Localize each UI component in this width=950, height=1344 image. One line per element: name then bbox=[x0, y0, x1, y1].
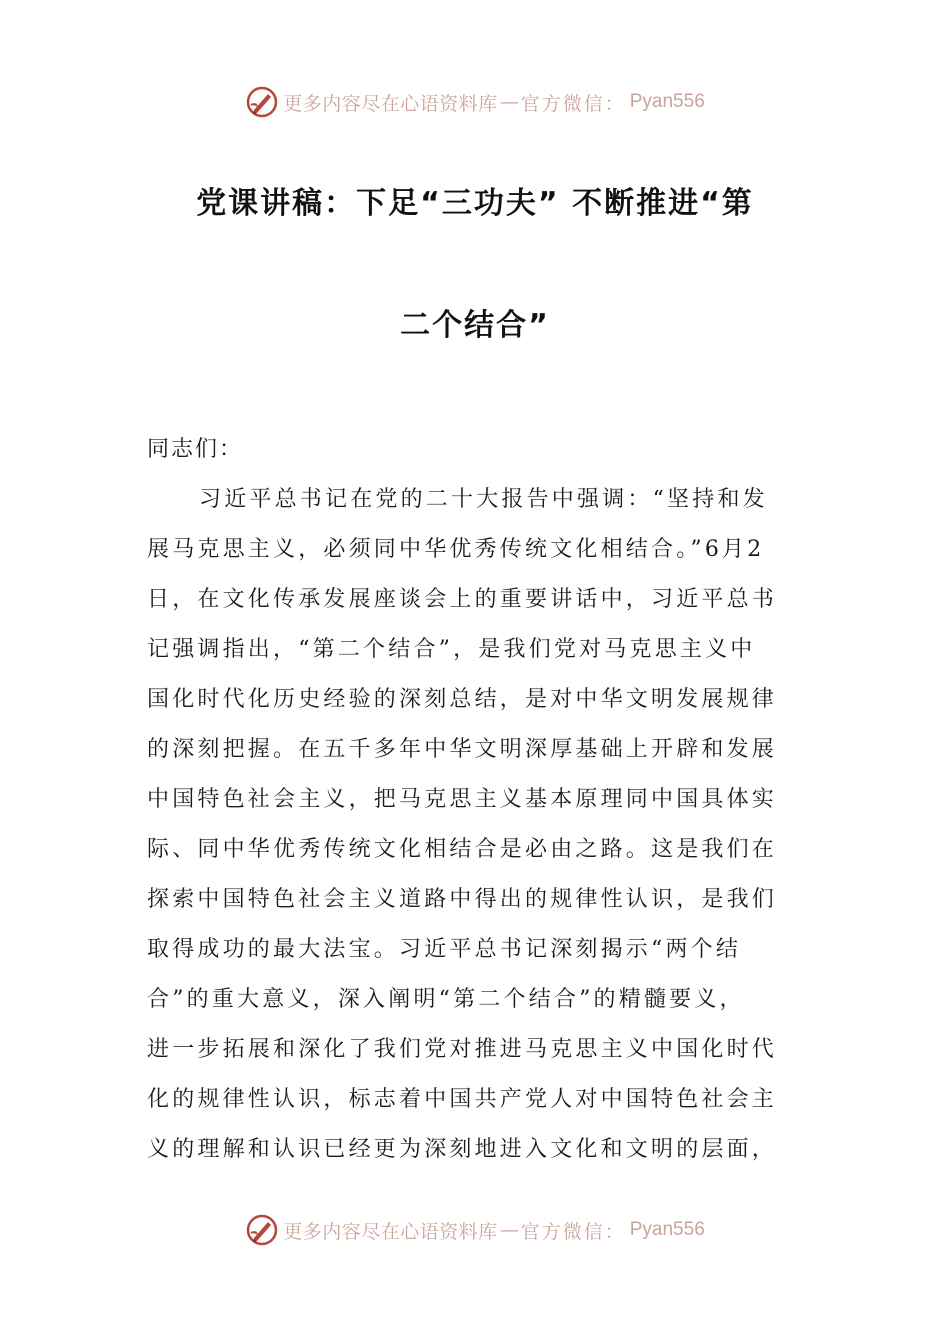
paragraph-line: 合”的重大意义，深入阐明“第二个结合”的精髓要义， bbox=[147, 987, 745, 1012]
paragraph-line: 中国特色社会主义，把马克思主义基本原理同中国具体实 bbox=[147, 787, 778, 812]
paragraph-line: 习近平总书记在党的二十大报告中强调：“坚持和发 bbox=[199, 487, 768, 512]
watermark-text: 更多内容尽在心语资料库 bbox=[283, 92, 498, 115]
body-paragraph bbox=[147, 475, 812, 1175]
paragraph-line: 国化时代化历史经验的深刻总结，是对中华文明发展规律 bbox=[147, 687, 778, 712]
paragraph-line: 记强调指出，“第二个结合”，是我们党对马克思主义中 bbox=[147, 637, 756, 662]
paragraph-line: 展马克思主义，必须同中华优秀传统文化相结合。”6月2 bbox=[147, 537, 765, 562]
footer-watermark bbox=[0, 1210, 950, 1250]
paragraph-line: 的深刻把握。在五千多年中华文明深厚基础上开辟和发展 bbox=[147, 737, 778, 762]
header-watermark bbox=[0, 82, 950, 122]
watermark-dash: — bbox=[499, 1219, 519, 1241]
paragraph-line: 化的规律性认识，标志着中国共产党人对中国特色社会主 bbox=[147, 1087, 778, 1112]
paragraph-line: 义的理解和认识已经更为深刻地进入文化和文明的层面， bbox=[147, 1137, 778, 1162]
watermark-text: 更多内容尽在心语资料库 bbox=[283, 1220, 498, 1243]
paragraph-line: 际、同中华优秀传统文化相结合是必由之路。这是我们在 bbox=[147, 837, 778, 862]
page-title-line-1: 党课讲稿：下足“三功夫” 不断推进“第 bbox=[196, 186, 754, 221]
salutation: 同志们： bbox=[147, 437, 244, 462]
watermark-wechat-id: Pyan556 bbox=[629, 91, 705, 112]
pen-logo-icon bbox=[245, 85, 279, 119]
paragraph-line: 探索中国特色社会主义道路中得出的规律性认识，是我们 bbox=[147, 887, 778, 912]
paragraph-line: 取得成功的最大法宝。习近平总书记深刻揭示“两个结 bbox=[147, 937, 742, 962]
paragraph-line: 进一步拓展和深化了我们党对推进马克思主义中国化时代 bbox=[147, 1037, 778, 1062]
watermark-dash: — bbox=[499, 91, 519, 113]
page-title-line-2: 二个结合” bbox=[400, 308, 550, 343]
paragraph-line: 日，在文化传承发展座谈会上的重要讲话中，习近平总书 bbox=[147, 587, 778, 612]
watermark-wechat-label: 官方微信： bbox=[520, 1220, 626, 1243]
watermark-wechat-label: 官方微信： bbox=[520, 92, 626, 115]
watermark-wechat-id: Pyan556 bbox=[629, 1219, 705, 1240]
pen-logo-icon bbox=[245, 1213, 279, 1247]
